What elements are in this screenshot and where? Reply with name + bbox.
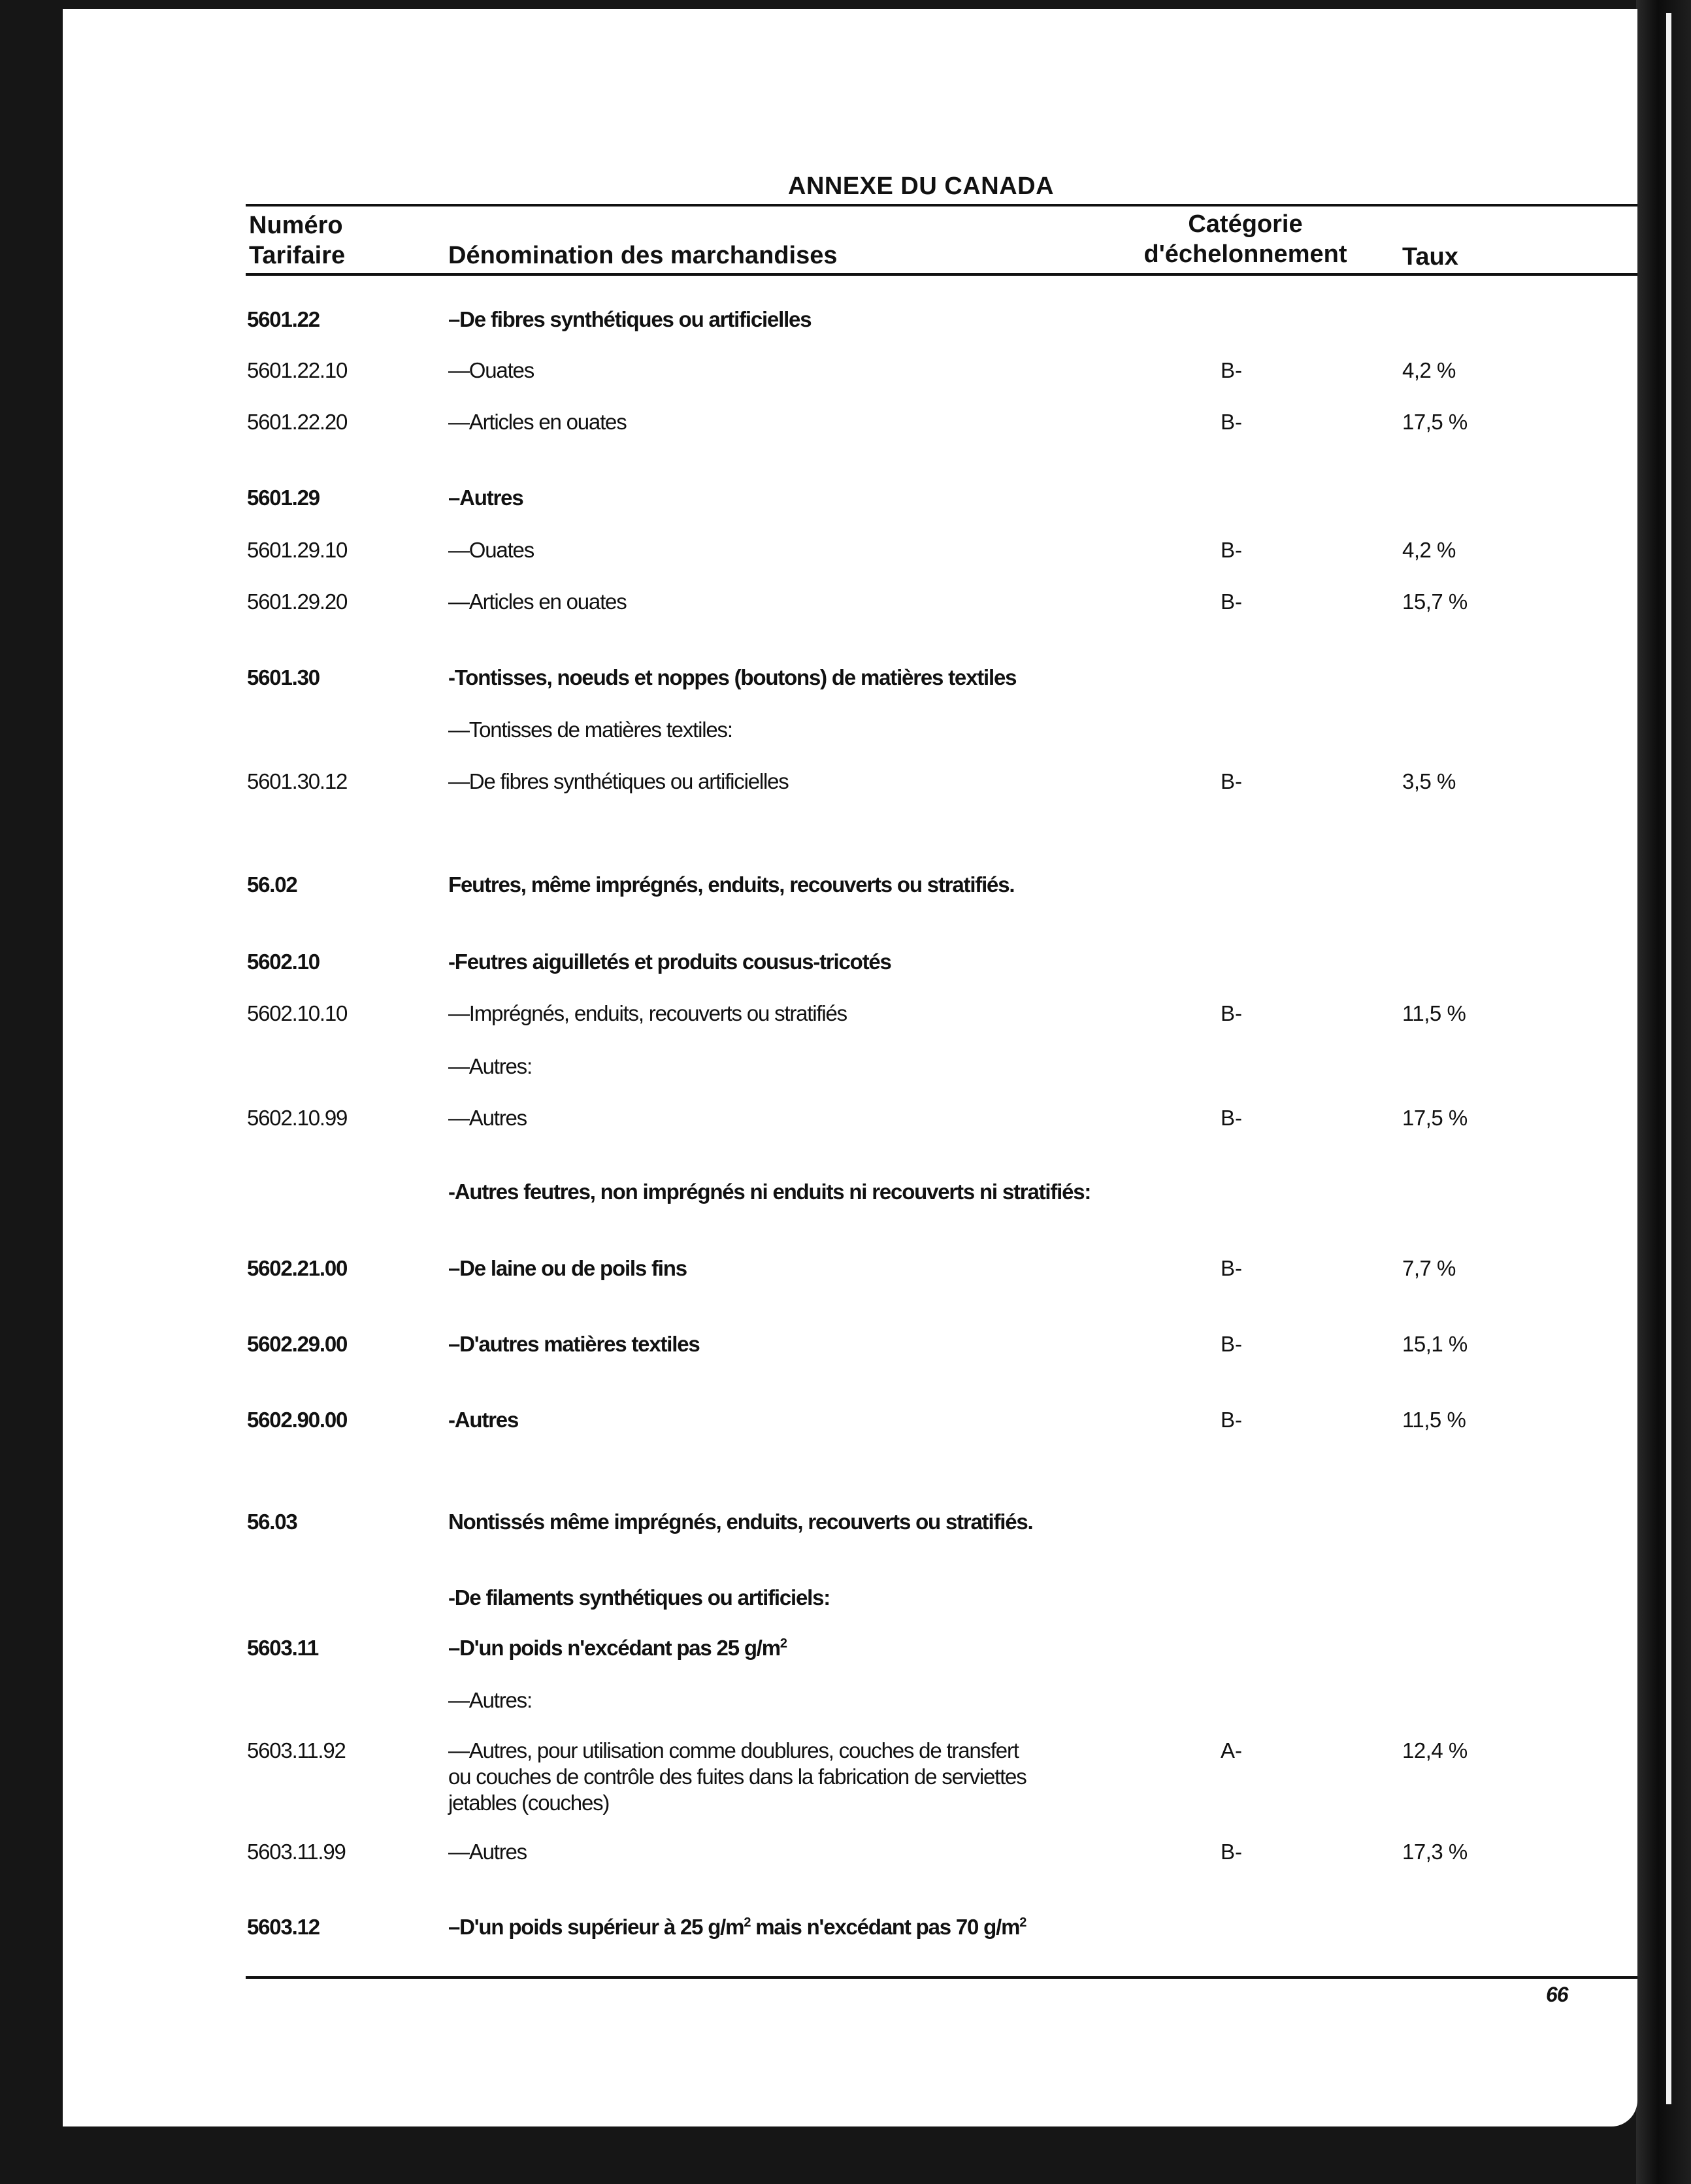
header-categorie-line2: d'échelonnement <box>1143 240 1347 268</box>
description-text: —Autres: <box>448 1054 532 1078</box>
goods-description <box>448 1738 1036 1816</box>
unit-superscript: 2 <box>744 1915 751 1930</box>
tariff-code: 5602.10.99 <box>247 1106 348 1130</box>
tariff-rate: 4,2 % <box>1402 358 1456 382</box>
tariff-code: 5603.11 <box>247 1636 319 1660</box>
goods-description <box>448 717 732 743</box>
staging-category: B- <box>1221 538 1242 562</box>
staging-category: B- <box>1221 1332 1242 1356</box>
description-text: -Tontisses, noeuds et noppes (boutons) de matières textiles <box>448 665 1017 689</box>
staging-category: B- <box>1221 589 1242 614</box>
tariff-code: 5601.22.10 <box>247 358 348 382</box>
description-text: –De fibres synthétiques ou artificielles <box>448 307 812 331</box>
description-text: Nontissés même imprégnés, enduits, recouverts ou stratifiés. <box>448 1510 1033 1534</box>
goods-description <box>448 1585 830 1611</box>
unit-superscript: 2 <box>1019 1915 1026 1930</box>
tariff-code: 5601.22 <box>247 307 320 331</box>
goods-description <box>448 1001 847 1027</box>
tariff-code: 5602.10 <box>247 950 320 974</box>
staging-category: B- <box>1221 1106 1242 1130</box>
tariff-rate: 7,7 % <box>1402 1256 1456 1280</box>
tariff-rate: 15,1 % <box>1402 1332 1468 1356</box>
document-title: ANNEXE DU CANADA <box>788 173 1055 200</box>
description-text: —Ouates <box>448 358 534 382</box>
header-categorie-line1: Catégorie <box>1188 210 1303 238</box>
description-text: –D'un poids supérieur à 25 g/m <box>448 1915 744 1939</box>
description-text-tail: mais n'excédant pas 70 g/m <box>750 1915 1020 1939</box>
description-text: –D'un poids n'excédant pas 25 g/m <box>448 1636 780 1660</box>
header-taux: Taux <box>1402 243 1458 271</box>
tariff-code: 5602.21.00 <box>247 1256 348 1280</box>
tariff-code: 5601.30.12 <box>247 769 348 793</box>
staging-category: B- <box>1221 1001 1242 1025</box>
tariff-code: 5602.29.00 <box>247 1332 348 1356</box>
description-text: –D'autres matières textiles <box>448 1332 700 1356</box>
staging-category: B- <box>1221 358 1242 382</box>
goods-description <box>448 665 1016 691</box>
document-page <box>63 9 1637 2126</box>
goods-description <box>448 872 1014 898</box>
tariff-rate: 17,3 % <box>1402 1840 1468 1864</box>
tariff-rate: 17,5 % <box>1402 1106 1468 1130</box>
description-text: —Autres, pour utilisation comme doublures, couches de transfert ou couches de contrôle des fuites dans la fabrication de serviettes jetables (couches) <box>448 1738 1026 1815</box>
header-top-rule <box>246 204 1637 207</box>
goods-description <box>448 769 789 795</box>
tariff-code: 5603.11.92 <box>247 1738 346 1762</box>
description-text: -De filaments synthétiques ou artificiels: <box>448 1585 830 1610</box>
staging-category: B- <box>1221 769 1242 793</box>
tariff-code: 5601.22.20 <box>247 410 348 434</box>
goods-description <box>448 1839 527 1865</box>
tariff-code: 5601.29.20 <box>247 589 348 614</box>
tariff-rate: 11,5 % <box>1402 1001 1466 1025</box>
goods-description <box>448 1407 518 1433</box>
header-numero-line1: Numéro <box>249 212 343 239</box>
description-text: –Autres <box>448 486 523 510</box>
tariff-code: 5602.90.00 <box>247 1408 348 1432</box>
description-text: —De fibres synthétiques ou artificielles <box>448 769 789 793</box>
description-text: —Autres <box>448 1840 527 1864</box>
tariff-rate: 11,5 % <box>1402 1408 1466 1432</box>
description-text: Feutres, même imprégnés, enduits, recouverts ou stratifiés. <box>448 872 1015 897</box>
goods-description <box>448 1635 787 1661</box>
goods-description <box>448 589 627 615</box>
tariff-code: 5603.11.99 <box>247 1840 346 1864</box>
goods-description <box>448 1687 532 1713</box>
goods-description <box>448 1105 527 1131</box>
description-text: —Imprégnés, enduits, recouverts ou stratifiés <box>448 1001 847 1025</box>
tariff-rate: 4,2 % <box>1402 538 1456 562</box>
description-text: —Autres <box>448 1106 527 1130</box>
tariff-rate: 17,5 % <box>1402 410 1468 434</box>
goods-description <box>448 1179 1102 1205</box>
description-text: -Autres <box>448 1408 519 1432</box>
tariff-code: 5601.29 <box>247 486 320 510</box>
goods-description <box>448 949 891 975</box>
header-denomination: Dénomination des marchandises <box>448 242 838 269</box>
footer-rule <box>246 1976 1637 1979</box>
description-text: —Articles en ouates <box>448 410 627 434</box>
tariff-code: 56.02 <box>247 872 297 897</box>
tariff-rate: 3,5 % <box>1402 769 1456 793</box>
tariff-code: 5601.29.10 <box>247 538 348 562</box>
staging-category: B- <box>1221 410 1242 434</box>
header-numero-line2: Tarifaire <box>249 242 346 269</box>
goods-description <box>448 357 534 384</box>
header-categorie <box>1121 209 1370 269</box>
unit-superscript: 2 <box>780 1636 787 1651</box>
staging-category: B- <box>1221 1256 1242 1280</box>
tariff-code: 5601.30 <box>247 665 320 689</box>
goods-description <box>448 1331 700 1357</box>
goods-description <box>448 537 534 563</box>
goods-description <box>448 1914 1026 1940</box>
goods-description <box>448 1509 1032 1535</box>
page-number: 66 <box>1546 1983 1568 2006</box>
spine-edge-line <box>1666 13 1671 2104</box>
goods-description <box>448 409 627 435</box>
header-numero <box>249 210 345 271</box>
description-text: —Ouates <box>448 538 534 562</box>
tariff-code: 56.03 <box>247 1510 297 1534</box>
goods-description <box>448 1053 532 1080</box>
description-text: -Feutres aiguilletés et produits cousus-tricotés <box>448 950 891 974</box>
description-text: —Articles en ouates <box>448 589 627 614</box>
tariff-code: 5602.10.10 <box>247 1001 348 1025</box>
header-bottom-rule <box>246 273 1637 276</box>
description-text: —Tontisses de matières textiles: <box>448 718 732 742</box>
goods-description <box>448 306 811 333</box>
book-spine <box>1636 0 1691 2184</box>
staging-category: B- <box>1221 1840 1242 1864</box>
description-text: —Autres: <box>448 1688 532 1712</box>
goods-description <box>448 1255 687 1282</box>
tariff-rate: 15,7 % <box>1402 589 1468 614</box>
description-text: –De laine ou de poils fins <box>448 1256 687 1280</box>
goods-description <box>448 485 523 511</box>
tariff-rate: 12,4 % <box>1402 1738 1468 1762</box>
description-text: -Autres feutres, non imprégnés ni enduits ni recouverts ni stratifiés: <box>448 1180 1091 1204</box>
tariff-code: 5603.12 <box>247 1915 320 1939</box>
staging-category: A- <box>1221 1738 1242 1762</box>
staging-category: B- <box>1221 1408 1242 1432</box>
